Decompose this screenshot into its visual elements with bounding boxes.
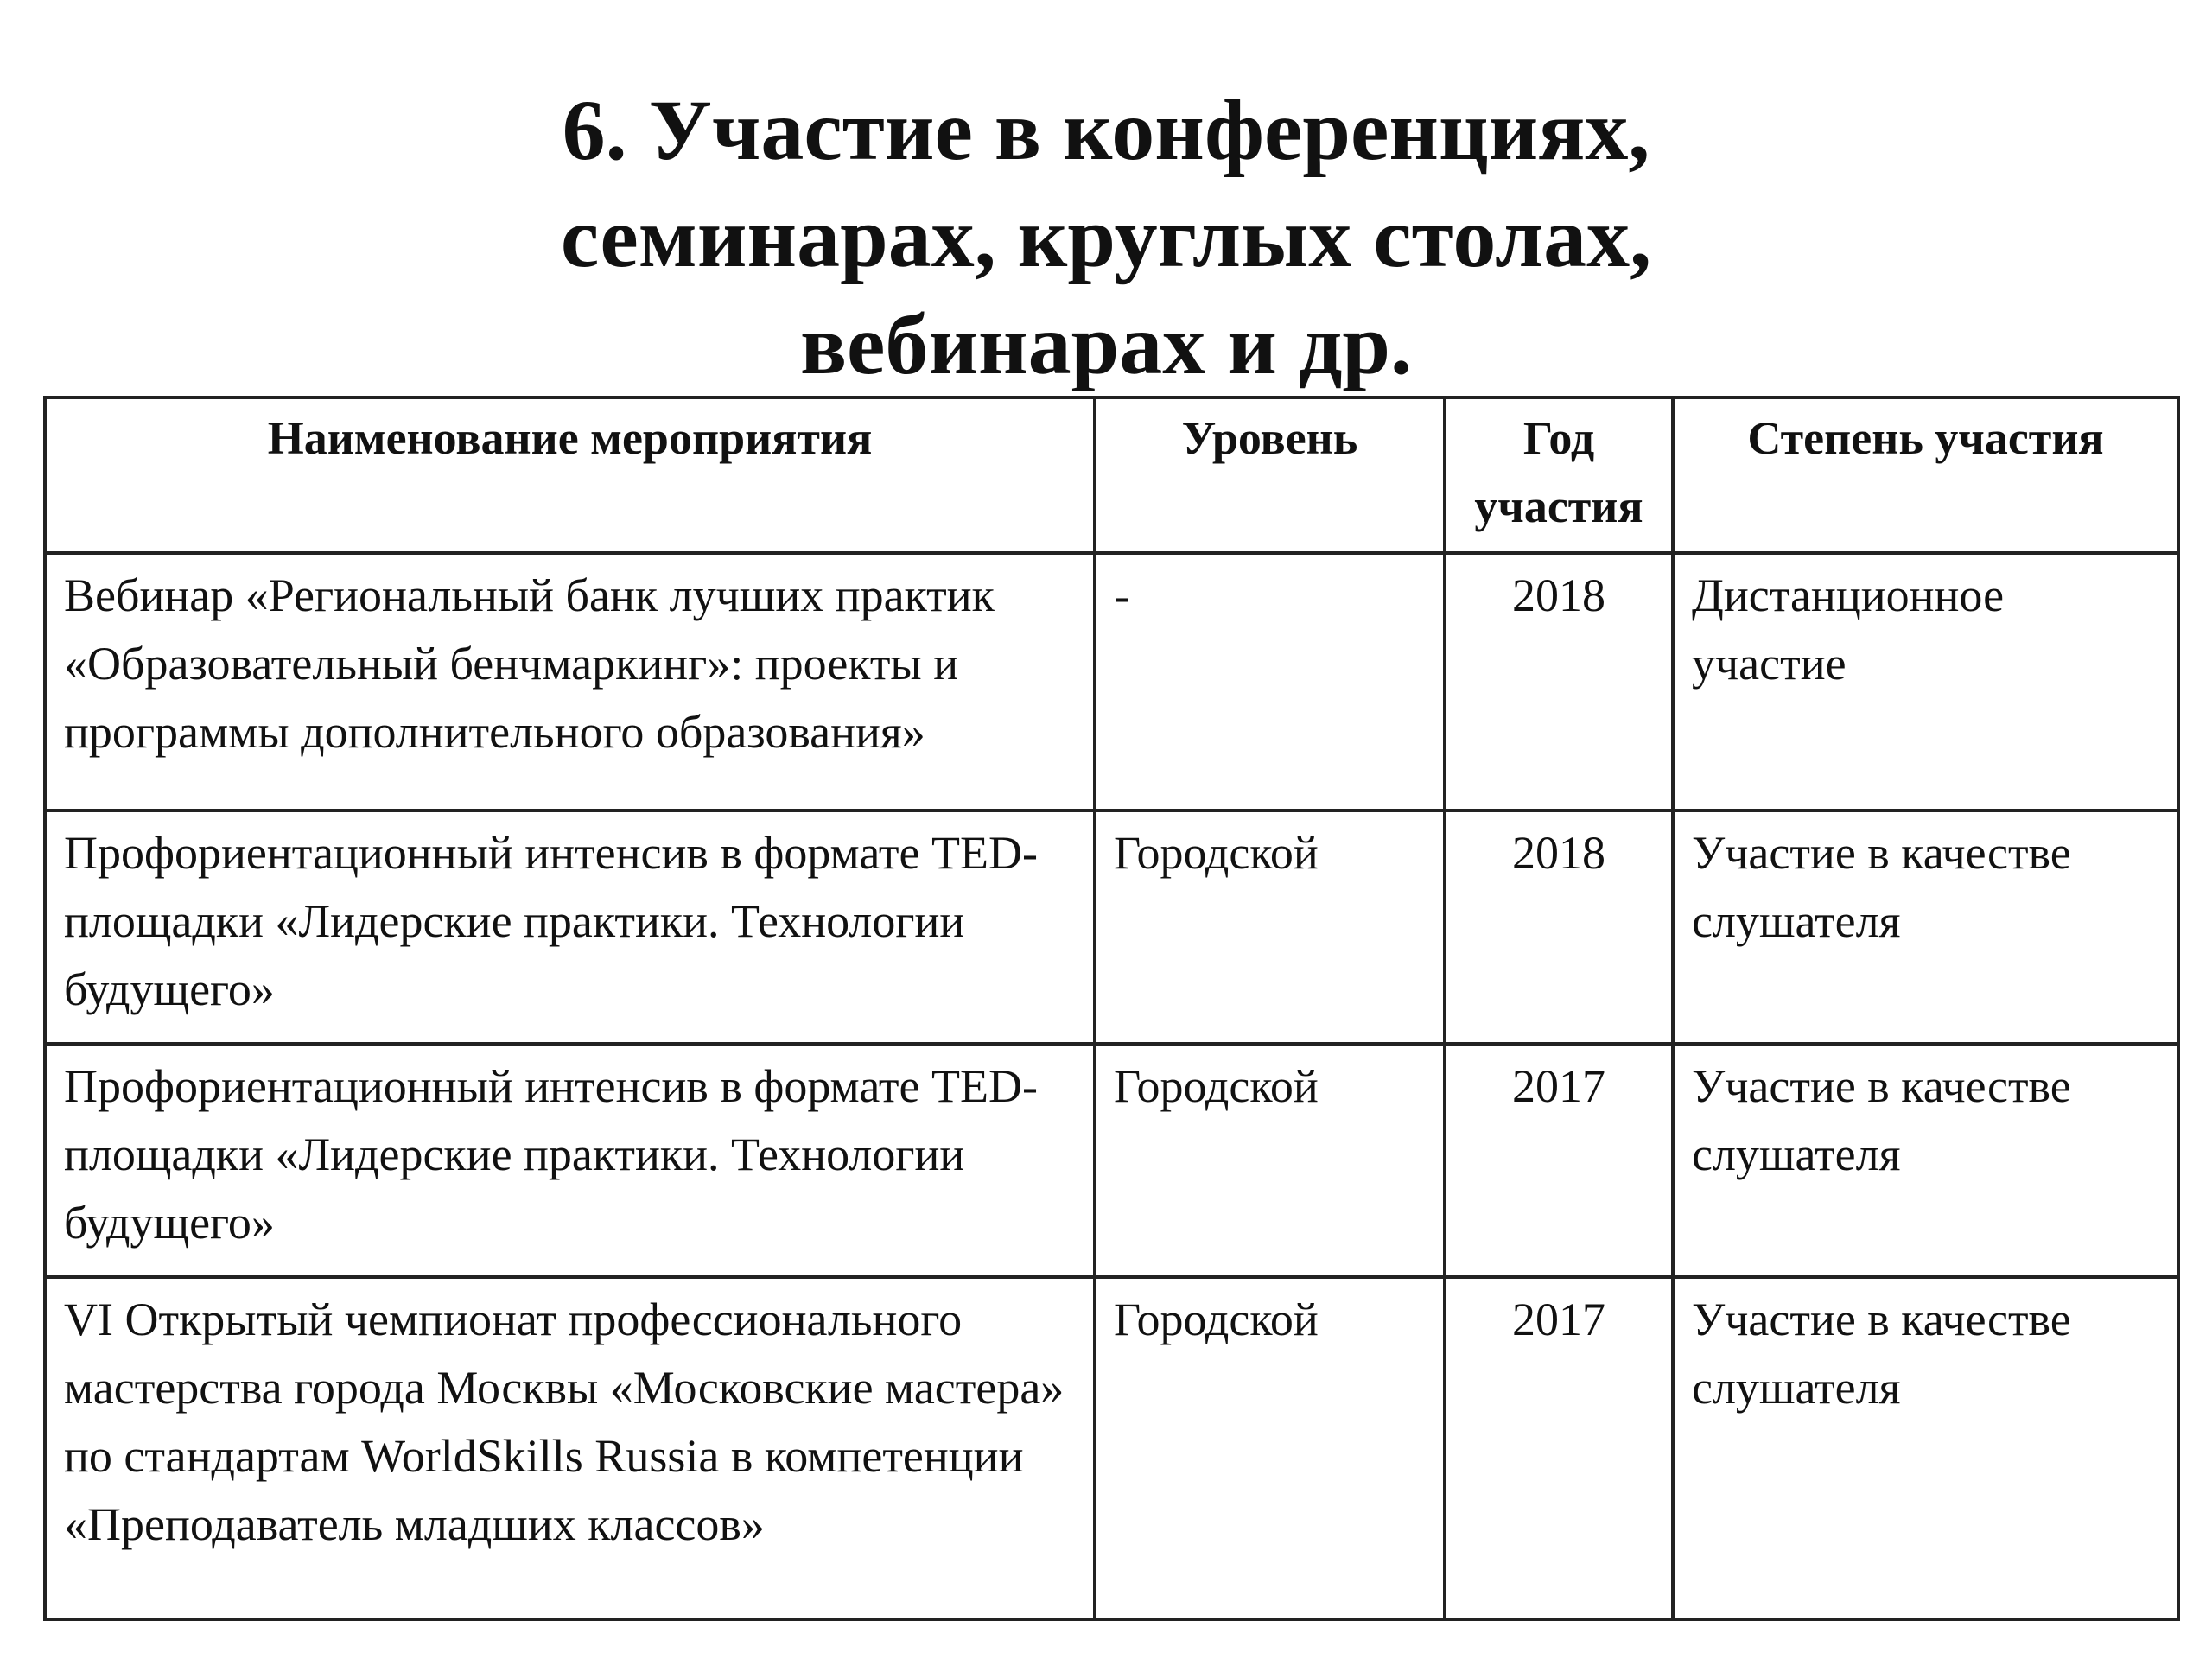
events-table: [43, 396, 2180, 1621]
header-event-name: Наименование мероприятия: [45, 397, 1095, 553]
cell-year: 2017: [1445, 1277, 1673, 1619]
cell-year: 2018: [1445, 553, 1673, 810]
cell-year: 2018: [1445, 810, 1673, 1044]
cell-participation: Участие в качестве слушателя: [1673, 1044, 2178, 1277]
cell-level: Городской: [1095, 1277, 1445, 1619]
table-header-row: [45, 397, 2178, 553]
cell-level: Городской: [1095, 1044, 1445, 1277]
cell-level: -: [1095, 553, 1445, 810]
cell-event-name: VI Открытый чемпионат профессионального мастерства города Москвы «Московские мастера» по стандартам WorldSkills Russia в компетенции «Преподаватель младших классов»: [45, 1277, 1095, 1619]
cell-event-name: Профориентационный интенсив в формате TED-площадки «Лидерские практики. Технологии будущего»: [45, 810, 1095, 1044]
header-year: Год участия: [1445, 397, 1673, 553]
page-title-line-1: 6. Участие в конференциях,: [562, 82, 1650, 178]
cell-event-name: Вебинар «Региональный банк лучших практик «Образовательный бенчмаркинг»: проекты и программы дополнительного образования»: [45, 553, 1095, 810]
table-row: [45, 810, 2178, 1044]
table-row: [45, 553, 2178, 810]
header-participation: Степень участия: [1673, 397, 2178, 553]
page-title: [0, 77, 2212, 398]
cell-level: Городской: [1095, 810, 1445, 1044]
cell-participation: Участие в качестве слушателя: [1673, 1277, 2178, 1619]
cell-event-name: Профориентационный интенсив в формате TED-площадки «Лидерские практики. Технологии будущего»: [45, 1044, 1095, 1277]
cell-participation: Дистанционное участие: [1673, 553, 2178, 810]
header-level: Уровень: [1095, 397, 1445, 553]
cell-participation: Участие в качестве слушателя: [1673, 810, 2178, 1044]
page-title-line-3: вебинарах и др.: [799, 296, 1413, 392]
table-row: [45, 1044, 2178, 1277]
cell-year: 2017: [1445, 1044, 1673, 1277]
table-row: [45, 1277, 2178, 1619]
page-title-line-2: семинарах, круглых столах,: [560, 189, 1652, 285]
